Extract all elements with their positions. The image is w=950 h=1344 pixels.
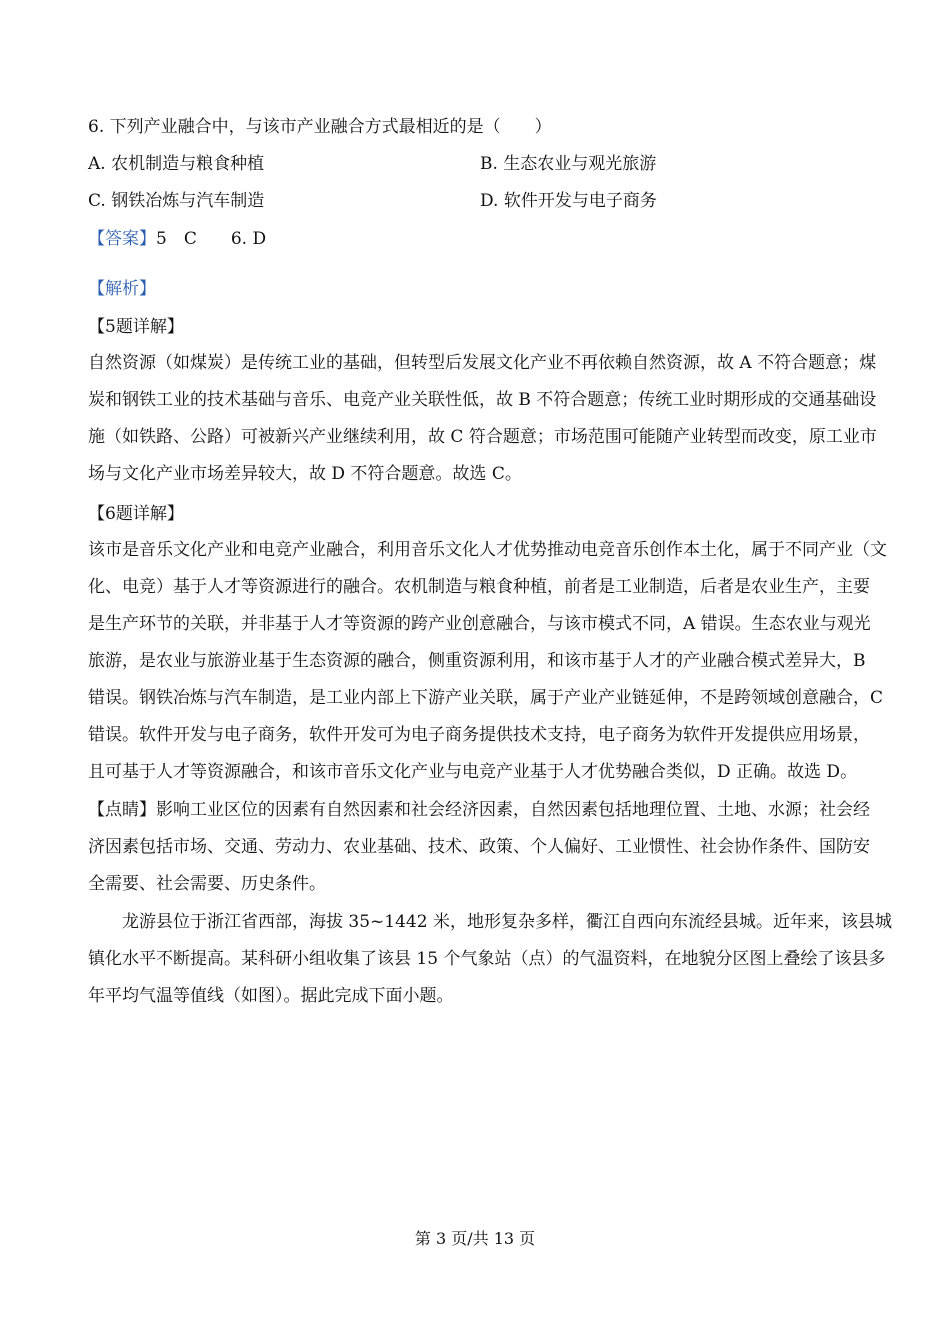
tip-label: 【点睛】: [88, 800, 156, 820]
question-6-option-c: C. 钢铁冶炼与汽车制造: [88, 191, 265, 211]
tip-line: 影响工业区位的因素有自然因素和社会经济因素，自然因素包括地理位置、土地、水源；社会经: [156, 800, 870, 820]
q6-line: 错误。软件开发与电子商务，软件开发可为电子商务提供技术支持，电子商务为软件开发提供应用场景，: [88, 725, 870, 745]
q5-explanation: [88, 345, 877, 493]
material-line: 年平均气温等值线（如图）。据此完成下面小题。: [88, 986, 454, 1006]
q6-line: 旅游，是农业与旅游业基于生态资源的融合，侧重资源利用，和该市基于人才的产业融合模式差异大，B: [88, 651, 866, 671]
answer-text: 5 C 6. D: [156, 229, 267, 249]
q5-heading: 【5题详解】: [88, 317, 184, 337]
question-6-option-a: A. 农机制造与粮食种植: [88, 154, 265, 174]
material-paragraph: [88, 904, 892, 1015]
q5-line: 炭和钢铁工业的技术基础与音乐、电竞产业关联性低，故 B 不符合题意；传统工业时期形成的交通基础设: [88, 390, 877, 410]
q6-line: 且可基于人才等资源融合，和该市音乐文化产业与电竞产业基于人才优势融合类似，D 正确。故选 D。: [88, 762, 858, 782]
answer-label: 【答案】: [88, 229, 156, 249]
tip-section: [88, 792, 870, 903]
answer-line: [88, 227, 266, 251]
material-line: 镇化水平不断提高。某科研小组收集了该县 15 个气象站（点）的气温资料，在地貌分区图上叠绘了该县多: [88, 949, 886, 969]
analysis-label: 【解析】: [88, 279, 156, 299]
q5-line: 自然资源（如煤炭）是传统工业的基础，但转型后发展文化产业不再依赖自然资源，故 A 不符合题意；煤: [88, 353, 877, 373]
q5-line: 场与文化产业市场差异较大，故 D 不符合题意。故选 C。: [88, 464, 522, 484]
question-6-option-b: B. 生态农业与观光旅游: [480, 154, 657, 174]
tip-line: 济因素包括市场、交通、劳动力、农业基础、技术、政策、个人偏好、工业惯性、社会协作条件、国防安: [88, 837, 870, 857]
q5-line: 施（如铁路、公路）可被新兴产业继续利用，故 C 符合题意；市场范围可能随产业转型而改变，原工业市: [88, 427, 877, 447]
question-6-stem: 6. 下列产业融合中，与该市产业融合方式最相近的是（ ）: [88, 117, 552, 137]
q6-heading: 【6题详解】: [88, 504, 184, 524]
tip-line: 全需要、社会需要、历史条件。: [88, 874, 326, 894]
q6-line: 化、电竞）基于人才等资源进行的融合。农机制造与粮食种植，前者是工业制造，后者是农业生产，主要: [88, 577, 870, 597]
material-line: 龙游县位于浙江省西部，海拔 35~1442 米，地形复杂多样，衢江自西向东流经县城。近年来，该县城: [122, 912, 892, 932]
q6-line: 该市是音乐文化产业和电竞产业融合，利用音乐文化人才优势推动电竞音乐创作本土化，属于不同产业（文: [88, 540, 887, 560]
q6-line: 是生产环节的关联，并非基于人才等资源的跨产业创意融合，与该市模式不同，A 错误。生态农业与观光: [88, 614, 871, 634]
q6-explanation: [88, 532, 887, 791]
q6-line: 错误。钢铁冶炼与汽车制造，是工业内部上下游产业关联，属于产业产业链延伸，不是跨领域创意融合，C: [88, 688, 884, 708]
page-footer: 第 3 页/共 13 页: [414, 1229, 536, 1248]
question-6-option-d: D. 软件开发与电子商务: [480, 191, 657, 211]
